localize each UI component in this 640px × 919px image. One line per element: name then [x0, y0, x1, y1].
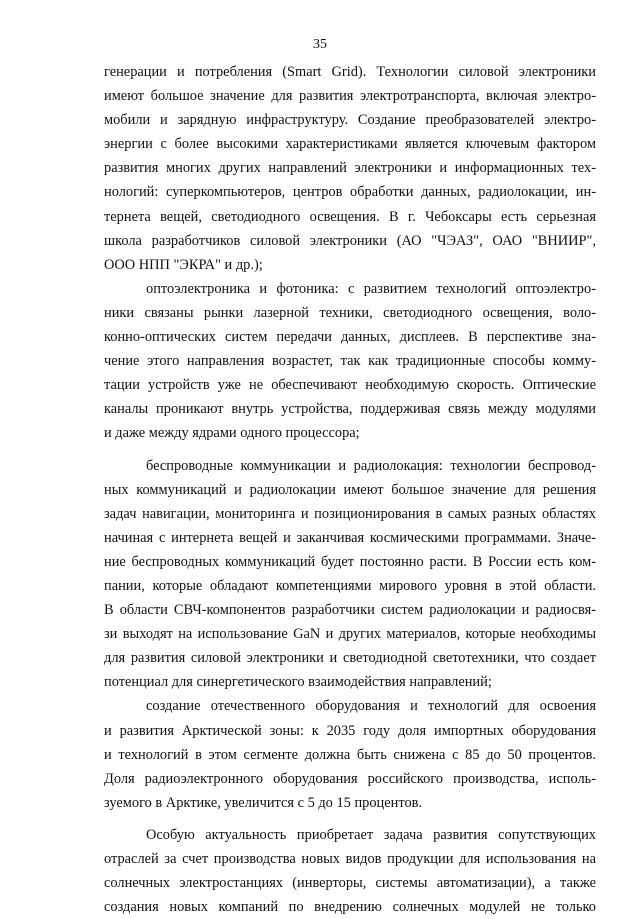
text-line: для развития силовой электроники и светодиодной светотехники, что создает [104, 650, 596, 667]
body-text [104, 60, 596, 919]
text-line: чение этого направления возрастет, так как традиционные способы комму- [104, 353, 596, 370]
text-line: мобили и зарядную инфраструктуру. Создание преобразователей электро- [104, 112, 596, 129]
page-number: 35 [313, 37, 327, 52]
text-line: Доля радиоэлектронного оборудования российского производства, исполь- [104, 770, 596, 787]
text-line: энергии с более высокими характеристиками является ключевым фактором [104, 136, 596, 153]
text-line: потенциал для синергетического взаимодействия направлений; [104, 674, 492, 691]
text-line: тернета вещей, светодиодного освещения. В г. Чебоксары есть серьезная [104, 208, 596, 225]
text-line: генерации и потребления (Smart Grid). Технологии силовой электроники [104, 64, 596, 80]
paragraph [104, 454, 596, 695]
text-line: и даже между ядрами одного процессора; [104, 425, 360, 442]
text-line: Особую актуальность приобретает задача развития сопутствующих [146, 826, 596, 843]
text-line: солнечных электростанциях (инверторы, системы автоматизации), а также [104, 875, 596, 892]
text-line: конно-оптических систем передачи данных, дисплеев. В перспективе зна- [104, 329, 596, 346]
text-line: отраслей за счет производства новых видов продукции для использования на [104, 851, 596, 867]
text-line: ООО НПП "ЭКРА" и др.); [104, 256, 263, 273]
text-line: и технологий в этом сегменте должна быть снижена с 85 до 50 процентов. [104, 746, 596, 763]
text-line: пании, которые обладают компетенциями мирового уровня в этой области. [104, 577, 596, 594]
text-line: создания новых компаний по внедрению солнечных модулей не только [104, 899, 596, 916]
text-line: создание отечественного оборудования и технологий для освоения [146, 698, 596, 715]
text-line: беспроводные коммуникации и радиолокация: технологии беспровод- [146, 457, 596, 474]
text-line: ных коммуникаций и радиолокации имеют большое значение для решения [104, 481, 596, 498]
text-line: зуемого в Арктике, увеличится с 5 до 15 процентов. [104, 794, 423, 811]
text-line: задач навигации, мониторинга и позиционирования в самых разных областях [104, 505, 596, 522]
text-line: каналы проникают внутрь устройства, поддерживая связь между модулями [104, 401, 596, 418]
paragraph [104, 60, 596, 277]
text-line: оптоэлектроника и фотоника: с развитием технологий оптоэлектро- [146, 280, 596, 297]
text-line: начиная с интернета вещей и заканчивая космическими программами. Значе- [104, 529, 596, 546]
text-line: ние беспроводных коммуникаций будет постоянно расти. В России есть ком- [104, 553, 596, 570]
text-line: зи выходят на использование GaN и других материалов, которые необходимы [104, 626, 596, 643]
text-line: нологий: суперкомпьютеров, центров обработки данных, радиолокации, ин- [104, 184, 596, 201]
text-line: школа разработчиков силовой электроники (АО "ЧЭАЗ", ОАО "ВНИИР", [104, 232, 596, 249]
text-line: развития многих других направлений электроники и информационных тех- [104, 160, 596, 177]
paragraph [104, 277, 596, 446]
text-line: тации устройств уже не обеспечивают необходимую скорость. Оптические [104, 377, 596, 394]
text-line: ники связаны рынки лазерной техники, светодиодного освещения, воло- [104, 304, 596, 321]
text-line: В области СВЧ-компонентов разработчики систем радиолокации и радиосвя- [104, 602, 596, 619]
paragraph [104, 694, 596, 814]
text-line: имеют большое значение для развития электротранспорта, включая электро- [104, 88, 596, 105]
text-line: и развития Арктической зоны: к 2035 году доля импортных оборудования [104, 722, 596, 739]
